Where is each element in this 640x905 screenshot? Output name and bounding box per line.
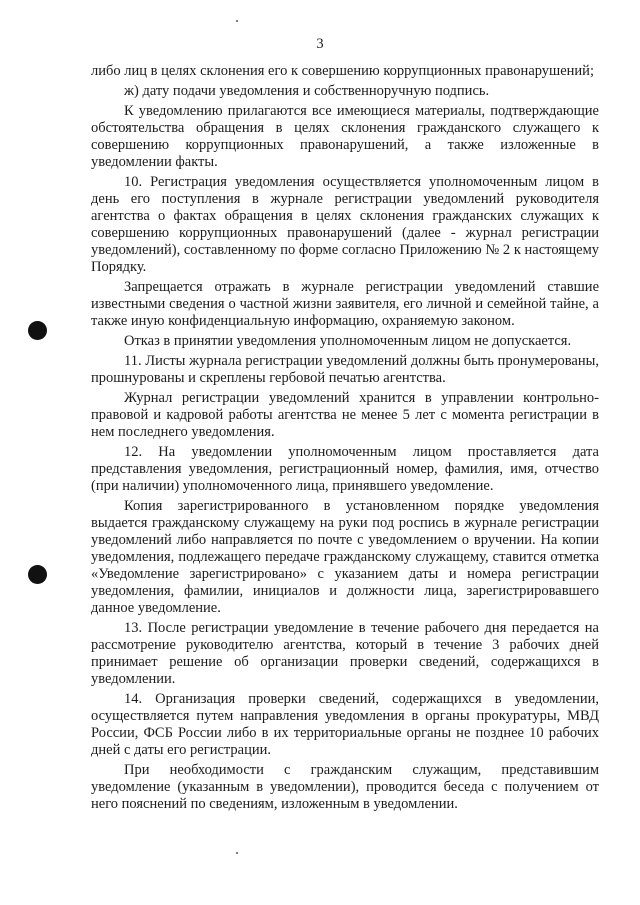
paragraph-attachments: К уведомлению прилагаются все имеющиеся материалы, подтверждающие обстоятельства обращения в целях склонения гражданского служащего к совершению коррупционных правонарушений, а также изложенные в уведомлении факты. (91, 103, 599, 170)
page-number: 3 (316, 36, 324, 52)
paragraph-continuation: либо лиц в целях склонения его к совершению коррупционных правонарушений; (91, 63, 594, 79)
document-body (91, 63, 599, 816)
paragraph-refusal: Отказ в принятии уведомления уполномоченным лицом не допускается. (124, 333, 572, 349)
paragraph-10: 10. Регистрация уведомления осуществляется уполномоченным лицом в день его поступления в журнале регистрации уведомлений руководителя агентства о фактах обращения в целях склонения гражданских служащих к совершению коррупционных правонарушений (далее - журнал регистрации уведомлений), составленному по форме согласно Приложению № 2 к настоящему Порядку. (91, 174, 599, 275)
paragraph-conversation: При необходимости с гражданским служащим, представившим уведомление (указанным в уведомлении), проводится беседа с получением от него пояснений по сведениям, изложенным в уведомлении. (91, 762, 599, 812)
paragraph-journal-storage: Журнал регистрации уведомлений хранится в управлении контрольно-правовой и кадровой работы агентства не менее 5 лет с момента регистрации в нем последнего уведомления. (91, 390, 599, 440)
paragraph-13: 13. После регистрации уведомление в течение рабочего дня передается на рассмотрение руководителю агентства, который в течение 3 рабочих дней принимает решение об организации проверки сведений, содержащихся в уведомлении. (91, 620, 599, 687)
scan-speck (236, 20, 238, 22)
scan-speck (236, 852, 238, 854)
paragraph-11: 11. Листы журнала регистрации уведомлений должны быть пронумерованы, прошнурованы и скреплены гербовой печатью агентства. (91, 353, 599, 386)
punch-hole-top (28, 321, 47, 340)
paragraph-copy: Копия зарегистрированного в установленном порядке уведомления выдается гражданскому служащему на руки под роспись в журнале регистрации уведомлений либо направляется по почте с уведомлением о вручении. На копии уведомления, подлежащего передаче гражданскому служащему, ставится отметка «Уведомление зарегистрировано» с указанием даты и номера регистрации уведомления, фамилии, инициалов и должности лица, зарегистрировавшего данное уведомление. (91, 498, 599, 616)
paragraph-12: 12. На уведомлении уполномоченным лицом проставляется дата представления уведомления, регистрационный номер, фамилия, имя, отчество (при наличии) уполномоченного лица, принявшего уведомление. (91, 444, 599, 494)
paragraph-item-zh: ж) дату подачи уведомления и собственноручную подпись. (124, 83, 490, 99)
paragraph-14: 14. Организация проверки сведений, содержащихся в уведомлении, осуществляется путем направления уведомления в органы прокуратуры, МВД России, ФСБ России либо в их территориальные органы не позднее 10 рабочих дней с даты его регистрации. (91, 691, 599, 758)
punch-hole-bottom (28, 565, 47, 584)
paragraph-prohibition: Запрещается отражать в журнале регистрации уведомлений ставшие известными сведения о частной жизни заявителя, его личной и семейной тайне, а также иную конфиденциальную информацию, охраняемую законом. (91, 279, 599, 329)
